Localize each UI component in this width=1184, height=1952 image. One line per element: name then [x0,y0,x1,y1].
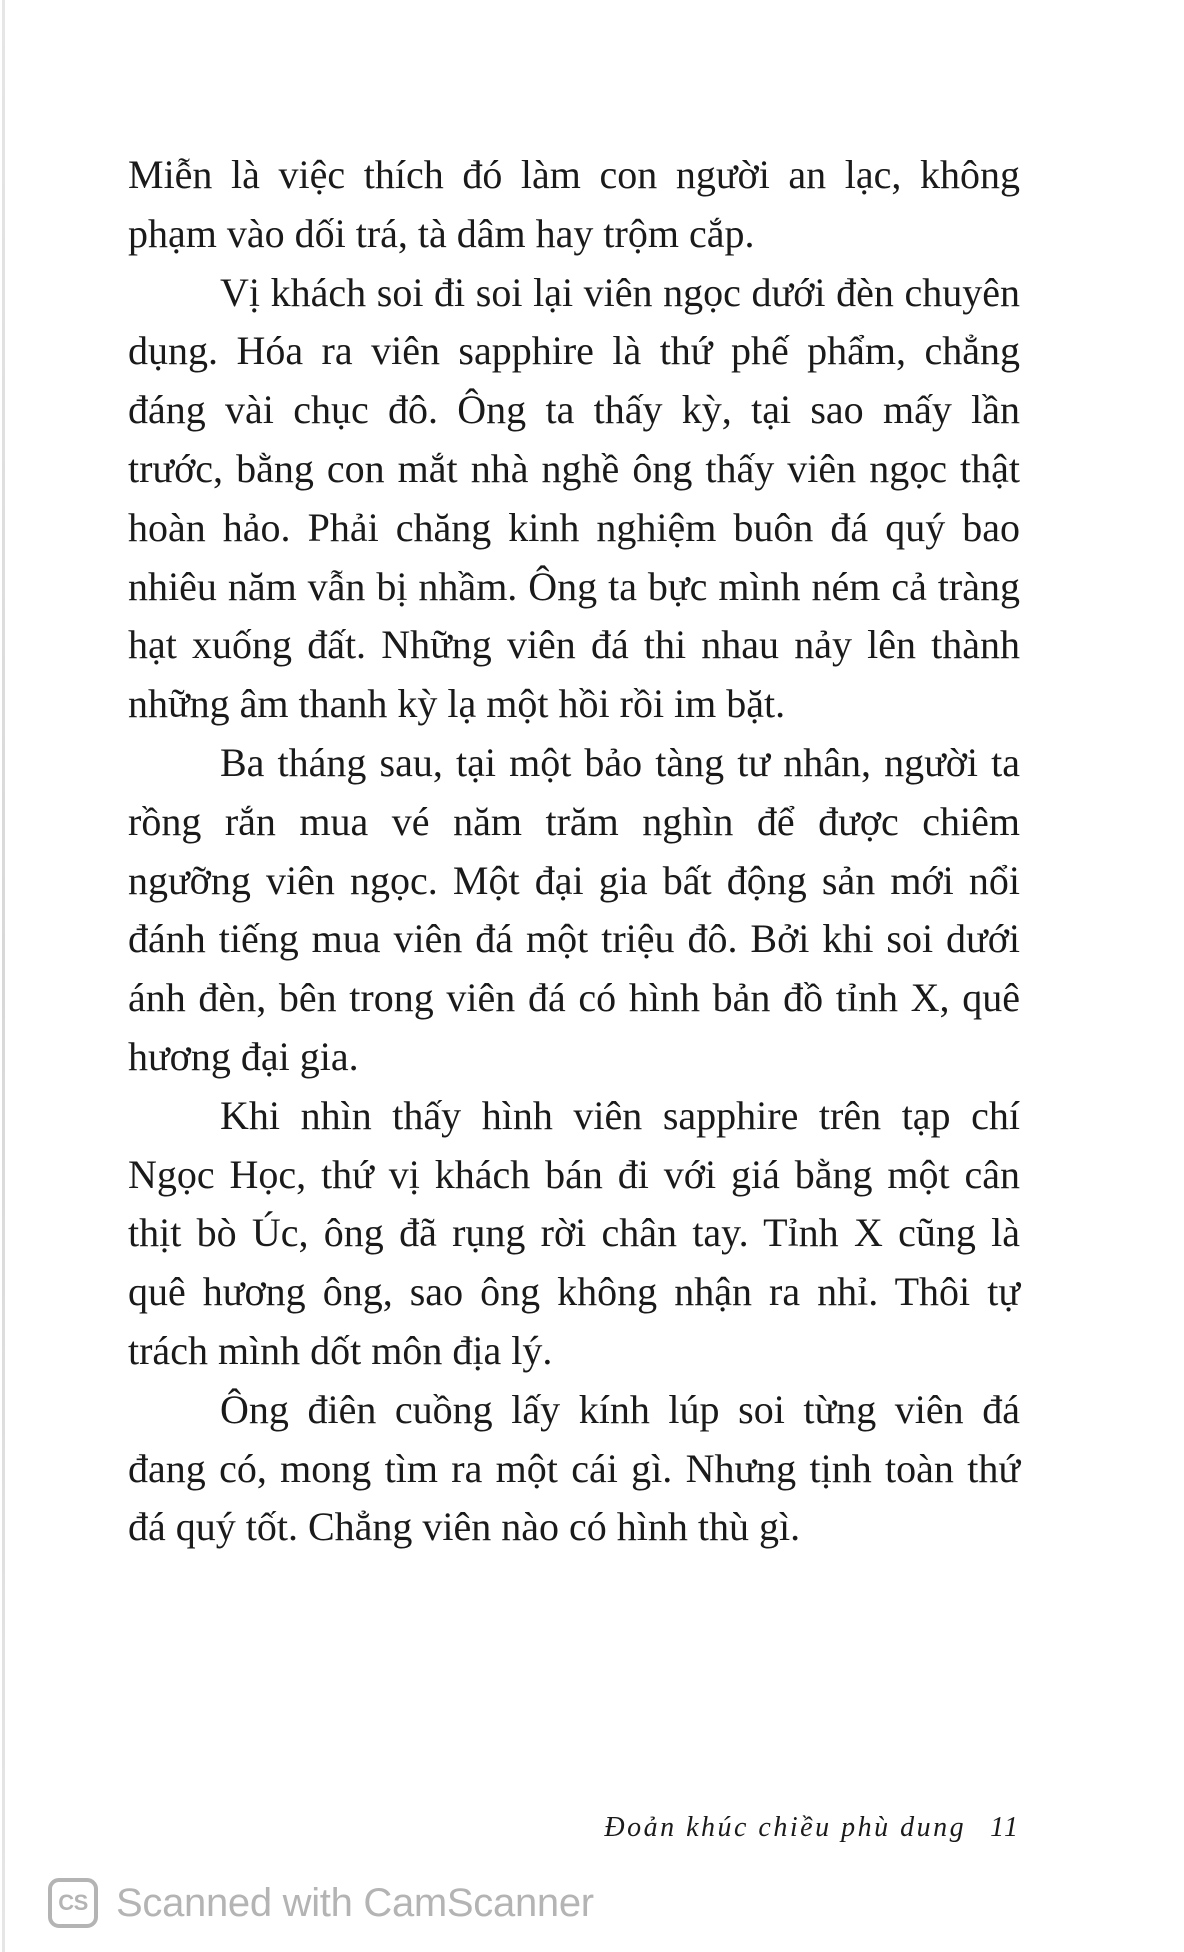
paragraph-4: Khi nhìn thấy hình viên sapphire trên tạp chí Ngọc Học, thứ vị khách bán đi với giá bằng một cân thịt bò Úc, ông đã rụng rời chân tay. Tỉnh X cũng là quê hương ông, sao ông không nhận ra nhỉ. Thôi tự trách mình dốt môn địa lý. [128,1092,1020,1373]
watermark-text: Scanned with CamScanner [116,1880,594,1925]
running-footer [128,1810,1020,1846]
paragraph-1: Miễn là việc thích đó làm con người an lạc, không phạm vào dối trá, tà dâm hay trộm cắp. [128,152,1020,256]
paragraph-3: Ba tháng sau, tại một bảo tàng tư nhân, người ta rồng rắn mua vé năm trăm nghìn để được chiêm ngưỡng viên ngọc. Một đại gia bất động sản mới nổi đánh tiếng mua viên đá một triệu đô. Bởi khi soi dưới ánh đèn, bên trong viên đá có hình bản đồ tỉnh X, quê hương đại gia. [128,739,1020,1079]
scan-edge-line [2,0,5,1952]
page-number: 11 [990,1812,1020,1843]
page-body [128,146,1020,1557]
running-title: Đoản khúc chiều phù dung [604,1812,967,1843]
paragraph-5: Ông điên cuồng lấy kính lúp soi từng viên đá đang có, mong tìm ra một cái gì. Nhưng tịnh toàn thứ đá quý tốt. Chẳng viên nào có hình thù gì. [128,1386,1020,1550]
paragraph-2: Vị khách soi đi soi lại viên ngọc dưới đèn chuyên dụng. Hóa ra viên sapphire là thứ phế phẩm, chẳng đáng vài chục đô. Ông ta thấy kỳ, tại sao mấy lần trước, bằng con mắt nhà nghề ông thấy viên ngọc thật hoàn hảo. Phải chăng kinh nghiệm buôn đá quý bao nhiêu năm vẫn bị nhầm. Ông ta bực mình ném cả tràng hạt xuống đất. Những viên đá thi nhau nảy lên thành những âm thanh kỳ lạ một hồi rồi im bặt. [128,269,1020,727]
camscanner-logo-icon: CS [48,1878,98,1928]
camscanner-watermark [48,1873,594,1933]
